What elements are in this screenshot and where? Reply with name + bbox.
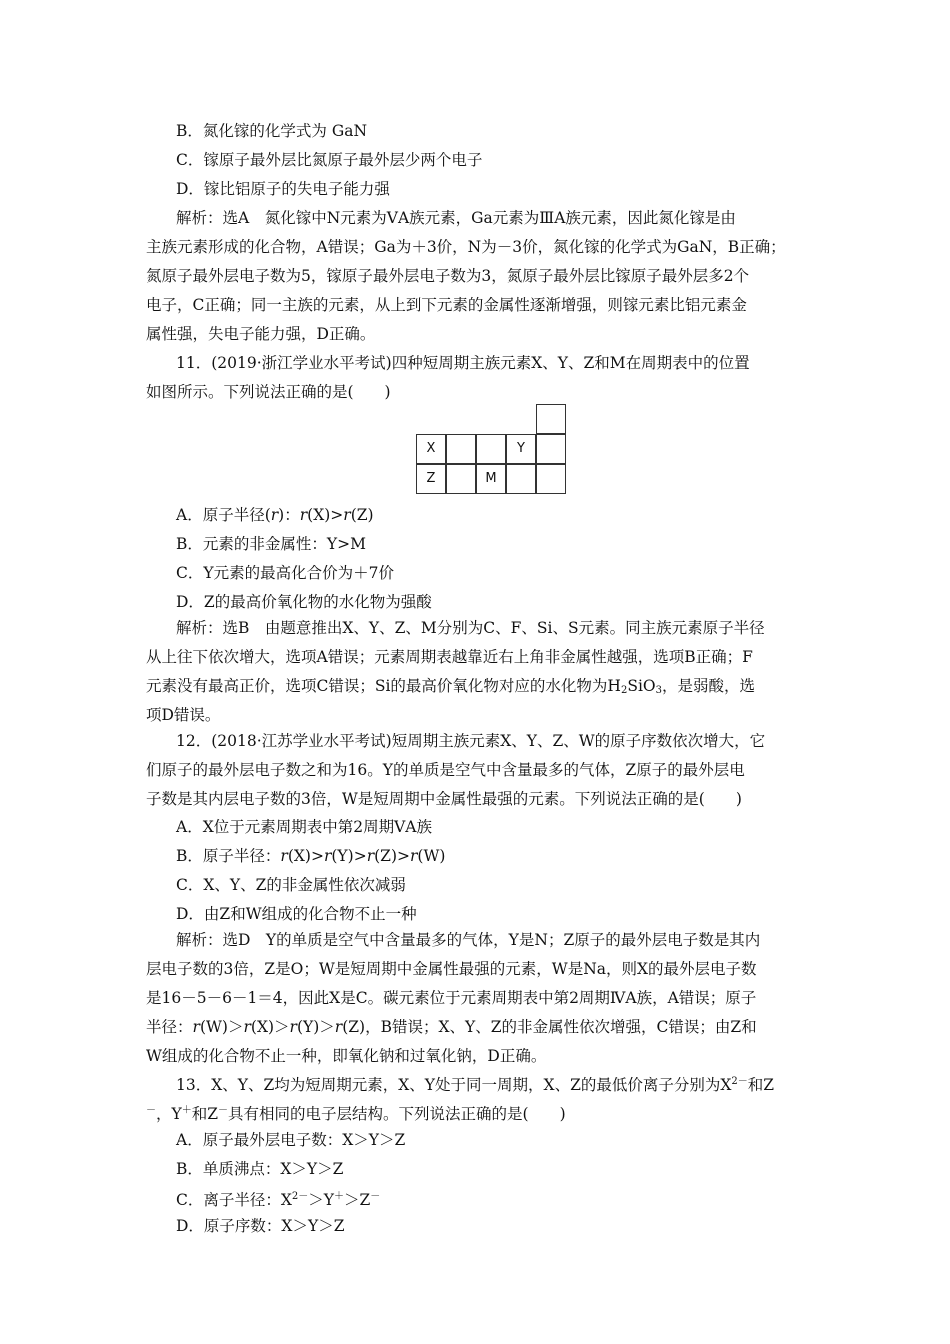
q13-option-a: A．原子最外层电子数：X＞Y＞Z [176, 1131, 406, 1149]
q12-option-c: C．X、Y、Z的非金属性依次减弱 [176, 876, 406, 894]
q11-option-b: B．元素的非金属性：Y>M [176, 535, 366, 553]
q13-stem-line: 13．X、Y、Z均为短周期元素，X、Y处于同一周期，X、Z的最低价离子分别为$X^{2-}$和Z [176, 1076, 775, 1094]
table-cell-z: Z [416, 464, 446, 494]
q12-option-a: A．X位于元素周期表中第2周期ⅤA族 [176, 818, 432, 836]
q12-stem-line: 们原子的最外层电子数之和为16。Y的单质是空气中含量最多的气体，Z原子的最外层电 [146, 761, 745, 779]
q12-explanation-line: 半径：r(W)＞r(X)＞r(Y)＞r(Z)，B错误；X、Y、Z的非金属性依次增强，C错误；由Z和 [146, 1018, 757, 1036]
table-cell [536, 464, 566, 494]
q10-explanation-line: 属性强，失电子能力强，D正确。 [146, 325, 376, 343]
q12-stem-line: 12．(2018·江苏学业水平考试)短周期主族元素X、Y、Z、W的原子序数依次增大，它 [176, 732, 766, 750]
q11-stem-line: 11．(2019·浙江学业水平考试)四种短周期主族元素X、Y、Z和M在周期表中的位置 [176, 354, 750, 372]
q11-option-d: D．Z的最高价氧化物的水化物为强酸 [176, 593, 432, 611]
q13-option-d: D．原子序数：X＞Y＞Z [176, 1217, 345, 1235]
q10-option-c: C．镓原子最外层比氮原子最外层少两个电子 [176, 151, 483, 169]
q11-explanation-line: 元素没有最高正价，选项C错误；Si的最高价氧化物对应的水化物为$H_2SiO_3$，是弱酸，选 [146, 677, 756, 696]
table-cell [446, 434, 476, 464]
q11-option-c: C．Y元素的最高化合价为＋7价 [176, 564, 394, 582]
q12-option-b: B．原子半径：r(X)>r(Y)>r(Z)>r(W) [176, 847, 446, 865]
table-cell-y: Y [506, 434, 536, 464]
q13-option-b: B．单质沸点：X＞Y＞Z [176, 1160, 344, 1178]
table-cell-m: M [476, 464, 506, 494]
q11-explanation-line: 项D错误。 [146, 706, 221, 724]
q12-option-d: D．由Z和W组成的化合物不止一种 [176, 905, 417, 923]
table-cell [446, 464, 476, 494]
q12-explanation-line: 层电子数的3倍，Z是O；W是短周期中金属性最强的元素，W是Na，则X的最外层电子数 [146, 960, 757, 978]
q10-explanation-line: 氮原子最外层电子数为5，镓原子最外层电子数为3，氮原子最外层比镓原子最外层多2个 [146, 267, 750, 285]
q12-stem-line: 子数是其内层电子数的3倍，W是短周期中金属性最强的元素。下列说法正确的是( ) [146, 790, 742, 808]
table-cell [506, 464, 536, 494]
q11-option-a: A．原子半径(r)：r(X)>r(Z) [176, 506, 374, 524]
q10-explanation-line: 主族元素形成的化合物，A错误；Ga为＋3价，N为－3价，氮化镓的化学式为GaN，B正确； [146, 238, 786, 256]
q11-explanation-line: 从上往下依次增大，选项A错误；元素周期表越靠近右上角非金属性越强，选项B正确；F [146, 648, 753, 666]
q13-stem-line: －，Y＋和Z－具有相同的电子层结构。下列说法正确的是( ) [146, 1105, 566, 1123]
table-cell [476, 434, 506, 464]
table-cell [536, 434, 566, 464]
q10-option-b: B．氮化镓的化学式为 GaN [176, 122, 368, 140]
q12-explanation-line: W组成的化合物不止一种，即氧化钠和过氧化钠，D正确。 [146, 1047, 547, 1065]
q10-explanation-line: 电子，C正确；同一主族的元素，从上到下元素的金属性逐渐增强，则镓元素比铝元素金 [146, 296, 747, 314]
q13-option-c: C．离子半径：$X^{2-}>Y^+>Z^-$ [176, 1191, 381, 1209]
q10-explanation-line: 解析：选A 氮化镓中N元素为ⅤA族元素，Ga元素为ⅢA族元素，因此氮化镓是由 [176, 209, 736, 227]
q12-explanation-line: 是16－5－6－1＝4，因此X是C。碳元素位于元素周期表中第2周期ⅣA族，A错误；原子 [146, 989, 757, 1007]
table-cell-x: X [416, 434, 446, 464]
q10-option-d: D．镓比铝原子的失电子能力强 [176, 180, 390, 198]
q11-stem-line: 如图所示。下列说法正确的是( ) [146, 383, 391, 401]
q12-explanation-line: 解析：选D Y的单质是空气中含量最多的气体，Y是N；Z原子的最外层电子数是其内 [176, 931, 761, 949]
q11-explanation-line: 解析：选B 由题意推出X、Y、Z、M分别为C、F、Si、S元素。同主族元素原子半径 [176, 619, 765, 637]
table-cell [536, 404, 566, 434]
